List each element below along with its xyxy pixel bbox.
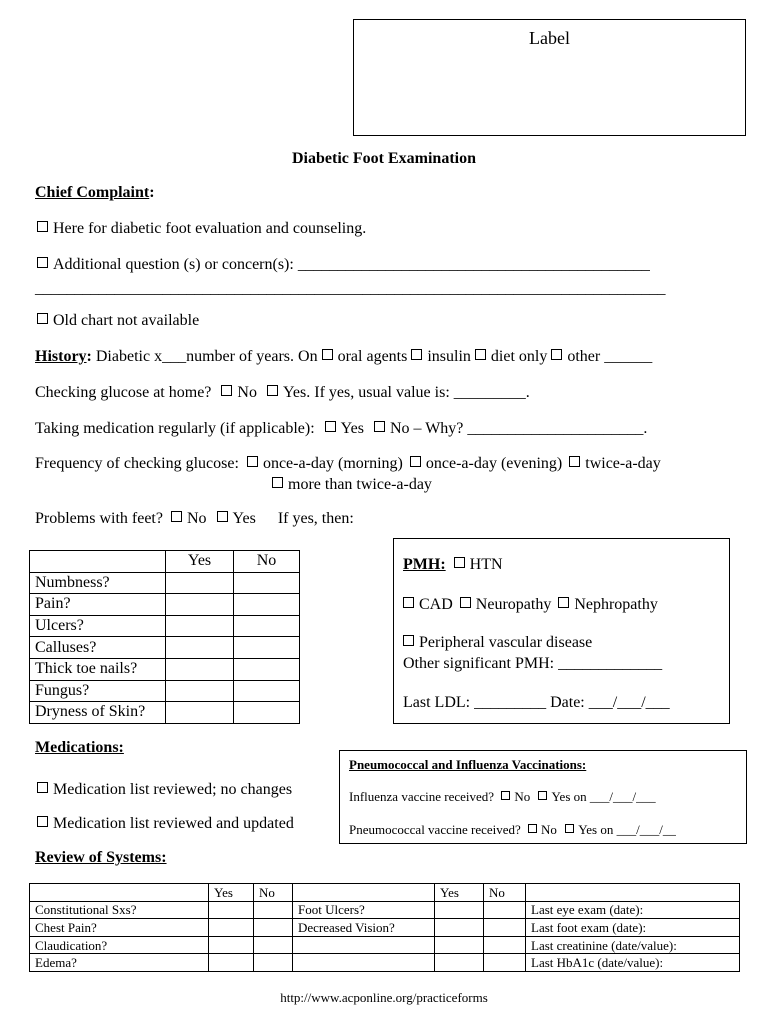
history-diabetic: Diabetic x___number of years. On <box>95 348 318 365</box>
feet-yes: Yes <box>232 510 256 527</box>
row-label: Numbness? <box>30 572 166 594</box>
no-cell[interactable] <box>484 901 526 919</box>
yes-cell[interactable] <box>166 637 234 659</box>
pmh-other[interactable]: Other significant PMH: _____________ <box>403 655 663 672</box>
table-row <box>30 901 740 919</box>
pmh-neuropathy: Neuropathy <box>475 596 552 613</box>
table-header-cell <box>526 884 740 902</box>
cc-option-evaluation-label: Here for diabetic foot evaluation and counseling. <box>53 220 367 237</box>
row-label: Calluses? <box>30 637 166 659</box>
table-header-cell: No <box>254 884 293 902</box>
table-row <box>30 702 300 724</box>
cc-option-evaluation[interactable] <box>37 220 366 238</box>
cc-blank-line[interactable]: _______________________________________________________________________________ <box>35 280 666 297</box>
checkbox-icon[interactable] <box>538 791 547 800</box>
flu-row <box>349 789 656 805</box>
medication-regular-yes: Yes <box>340 420 364 437</box>
cc-option-questions-label: Additional question (s) or concern(s): ____________________________________________ <box>53 256 650 273</box>
ros-table <box>29 883 740 972</box>
checkbox-icon[interactable] <box>374 421 385 432</box>
table-header-row <box>30 551 300 573</box>
pmh-box <box>393 538 730 724</box>
chief-complaint-colon: : <box>149 184 155 201</box>
checkbox-icon[interactable] <box>37 221 48 232</box>
no-cell[interactable] <box>234 594 300 616</box>
checkbox-icon[interactable] <box>475 349 486 360</box>
history-oral-label: oral agents <box>337 348 408 365</box>
row-label: Dryness of Skin? <box>30 702 166 724</box>
ros-symptom: Constitutional Sxs? <box>30 901 209 919</box>
glucose-home-yes: Yes. If yes, usual value is: _________. <box>282 384 530 401</box>
ros-last-exam[interactable]: Last HbA1c (date/value): <box>526 954 740 972</box>
no-cell[interactable] <box>234 702 300 724</box>
table-header-cell: No <box>484 884 526 902</box>
no-cell[interactable] <box>234 615 300 637</box>
no-cell[interactable] <box>234 680 300 702</box>
vaccinations-box <box>339 750 747 844</box>
ros-last-exam[interactable]: Last creatinine (date/value): <box>526 936 740 954</box>
row-label: Fungus? <box>30 680 166 702</box>
table-header-cell <box>30 884 209 902</box>
no-cell[interactable] <box>234 572 300 594</box>
table-header-cell: Yes <box>209 884 254 902</box>
frequency-opt3: twice-a-day <box>585 455 661 472</box>
no-cell[interactable] <box>484 936 526 954</box>
yes-cell[interactable] <box>435 919 484 937</box>
yes-cell[interactable] <box>166 680 234 702</box>
yes-cell[interactable] <box>166 615 234 637</box>
frequency-row <box>35 455 661 473</box>
checkbox-icon[interactable] <box>37 313 48 324</box>
checkbox-icon[interactable] <box>221 385 232 396</box>
ros-symptom: Decreased Vision? <box>293 919 435 937</box>
table-header-cell: No <box>234 551 300 573</box>
form-title: Diabetic Foot Examination <box>292 150 476 167</box>
pmh-row-2 <box>403 596 658 614</box>
yes-cell[interactable] <box>209 901 254 919</box>
ros-symptom <box>293 954 435 972</box>
ros-symptom: Edema? <box>30 954 209 972</box>
pneumo-question: Pneumococcal vaccine received? <box>349 822 521 837</box>
ros-symptom: Foot Ulcers? <box>293 901 435 919</box>
no-cell[interactable] <box>484 919 526 937</box>
ros-last-exam[interactable]: Last eye exam (date): <box>526 901 740 919</box>
yes-cell[interactable] <box>166 702 234 724</box>
chief-complaint-heading <box>35 184 155 202</box>
glucose-home-row <box>35 384 530 402</box>
flu-question: Influenza vaccine received? <box>349 789 495 804</box>
yes-cell[interactable] <box>209 936 254 954</box>
checkbox-icon[interactable] <box>403 635 414 646</box>
row-label: Pain? <box>30 594 166 616</box>
history-diet-label: diet only <box>490 348 548 365</box>
checkbox-icon[interactable] <box>501 791 510 800</box>
pmh-nephropathy: Nephropathy <box>574 596 658 613</box>
cc-option-questions[interactable] <box>37 256 650 274</box>
yes-cell[interactable] <box>166 594 234 616</box>
vaccinations-heading: Pneumococcal and Influenza Vaccinations: <box>349 757 587 772</box>
checkbox-icon[interactable] <box>37 782 48 793</box>
checkbox-icon[interactable] <box>171 511 182 522</box>
table-header-cell <box>293 884 435 902</box>
pneumo-yes: Yes on ___/___/__ <box>578 822 676 837</box>
feet-then: If yes, then: <box>277 510 354 527</box>
history-row <box>35 348 652 366</box>
no-cell[interactable] <box>254 901 293 919</box>
yes-cell[interactable] <box>435 954 484 972</box>
no-cell[interactable] <box>484 954 526 972</box>
history-insulin-label: insulin <box>427 348 471 365</box>
checkbox-icon[interactable] <box>272 477 283 488</box>
checkbox-icon[interactable] <box>37 816 48 827</box>
yes-cell[interactable] <box>209 954 254 972</box>
medication-regular-no: No – Why? ______________________. <box>389 420 648 437</box>
ros-symptom: Chest Pain? <box>30 919 209 937</box>
row-label: Ulcers? <box>30 615 166 637</box>
ros-last-exam[interactable]: Last foot exam (date): <box>526 919 740 937</box>
checkbox-icon[interactable] <box>247 456 258 467</box>
checkbox-icon[interactable] <box>528 824 537 833</box>
glucose-home-question: Checking glucose at home? <box>35 384 212 401</box>
frequency-opt4: more than twice-a-day <box>288 476 432 493</box>
yes-cell[interactable] <box>435 936 484 954</box>
history-other-label: other ______ <box>567 348 653 365</box>
pmh-pvd: Peripheral vascular disease <box>419 634 593 651</box>
checkbox-icon[interactable] <box>410 456 421 467</box>
table-header-cell <box>30 551 166 573</box>
yes-cell[interactable] <box>209 919 254 937</box>
foot-problems-table <box>29 550 300 724</box>
table-row <box>30 594 300 616</box>
checkbox-icon[interactable] <box>322 349 333 360</box>
label-text: Label <box>529 28 570 48</box>
row-label: Thick toe nails? <box>30 658 166 680</box>
medication-regular-row <box>35 420 647 438</box>
frequency-opt2: once-a-day (evening) <box>425 455 563 472</box>
feet-no: No <box>186 510 207 527</box>
history-heading: History <box>35 348 87 365</box>
no-cell[interactable] <box>254 919 293 937</box>
medication-regular-question: Taking medication regularly (if applicable): <box>35 420 315 437</box>
pmh-htn: HTN <box>469 556 503 573</box>
ros-heading: Review of Systems: <box>35 849 167 866</box>
no-cell[interactable] <box>254 954 293 972</box>
checkbox-icon[interactable] <box>569 456 580 467</box>
checkbox-icon[interactable] <box>325 421 336 432</box>
table-row <box>30 615 300 637</box>
feet-question: Problems with feet? <box>35 510 163 527</box>
checkbox-icon[interactable] <box>460 597 471 608</box>
no-cell[interactable] <box>234 637 300 659</box>
history-colon: : <box>86 348 92 365</box>
checkbox-icon[interactable] <box>403 597 414 608</box>
checkbox-icon[interactable] <box>454 557 465 568</box>
checkbox-icon[interactable] <box>558 597 569 608</box>
checkbox-icon[interactable] <box>551 349 562 360</box>
table-header-cell: Yes <box>435 884 484 902</box>
pmh-ldl[interactable]: Last LDL: _________ Date: ___/___/___ <box>403 694 670 711</box>
frequency-opt4-row[interactable] <box>272 476 432 494</box>
pmh-row-1 <box>403 556 503 574</box>
no-cell[interactable] <box>234 658 300 680</box>
yes-cell[interactable] <box>166 572 234 594</box>
ros-symptom: Claudication? <box>30 936 209 954</box>
checkbox-icon[interactable] <box>37 257 48 268</box>
yes-cell[interactable] <box>166 658 234 680</box>
checkbox-icon[interactable] <box>565 824 574 833</box>
table-row <box>30 572 300 594</box>
footer-url: http://www.acponline.org/practiceforms <box>280 990 488 1005</box>
frequency-question: Frequency of checking glucose: <box>35 455 239 472</box>
table-row <box>30 936 740 954</box>
pmh-row-3 <box>403 634 592 652</box>
medications-opt1-row[interactable] <box>37 781 292 799</box>
table-row <box>30 658 300 680</box>
checkbox-icon[interactable] <box>411 349 422 360</box>
medications-opt1: Medication list reviewed; no changes <box>53 781 293 798</box>
chief-complaint-label: Chief Complaint <box>35 184 150 201</box>
cc-option-old-chart[interactable] <box>37 312 199 330</box>
feet-row <box>35 510 354 528</box>
table-row <box>30 637 300 659</box>
medications-heading: Medications: <box>35 739 124 756</box>
cc-option-old-chart-label: Old chart not available <box>53 312 200 329</box>
table-header-cell: Yes <box>166 551 234 573</box>
no-cell[interactable] <box>254 936 293 954</box>
pmh-cad: CAD <box>419 596 453 613</box>
flu-yes: Yes on ___/___/___ <box>551 789 656 804</box>
pneumo-row <box>349 822 676 838</box>
pneumo-no: No <box>541 822 557 837</box>
label-box <box>353 19 746 136</box>
frequency-opt1: once-a-day (morning) <box>262 455 403 472</box>
table-row <box>30 680 300 702</box>
checkbox-icon[interactable] <box>217 511 228 522</box>
medications-opt2: Medication list reviewed and updated <box>53 815 294 832</box>
table-row <box>30 919 740 937</box>
ros-symptom <box>293 936 435 954</box>
flu-no: No <box>514 789 531 804</box>
pmh-heading: PMH: <box>403 556 446 573</box>
table-row <box>30 954 740 972</box>
medications-opt2-row[interactable] <box>37 815 294 833</box>
table-header-row <box>30 884 740 902</box>
yes-cell[interactable] <box>435 901 484 919</box>
glucose-home-no: No <box>237 384 257 401</box>
checkbox-icon[interactable] <box>267 385 278 396</box>
